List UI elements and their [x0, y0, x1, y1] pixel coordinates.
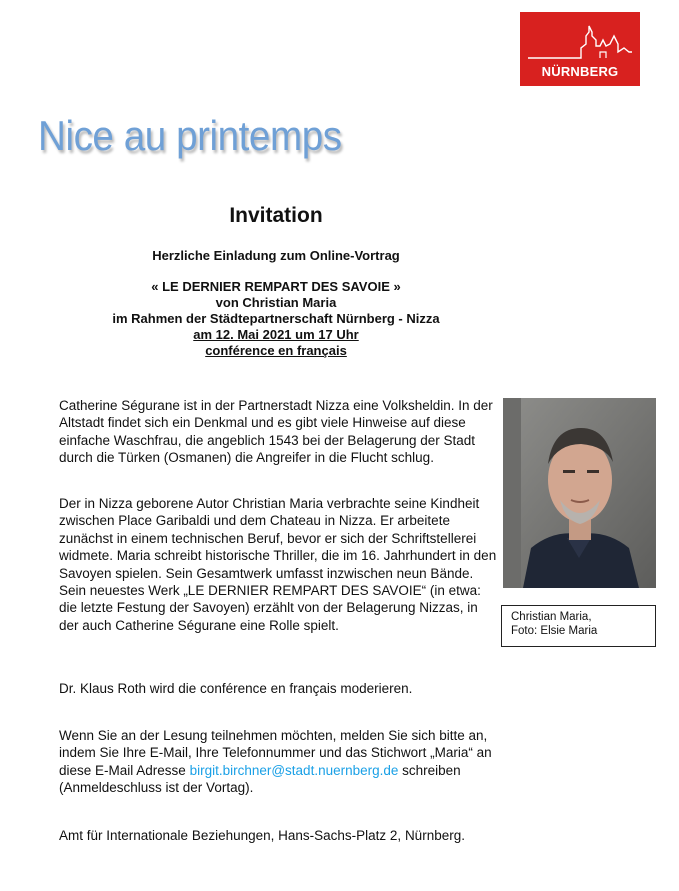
subtitle: Herzliche Einladung zum Online-Vortrag — [152, 248, 400, 263]
event-context: im Rahmen der Städtepartnerschaft Nürnberg - Nizza — [112, 311, 440, 326]
event-details — [0, 279, 552, 359]
headline: Nice au printemps — [38, 112, 342, 159]
skyline-icon — [526, 22, 634, 62]
event-author: von Christian Maria — [215, 295, 337, 310]
paragraph-segurane: Catherine Ségurane ist in der Partnerstadt Nizza eine Volksheldin. In der Altstadt findet sich ein Denkmal und es gibt viele Hinweise auf diese einfache Waschfrau, die angeblich 1543 bei der Belagerung der Stadt durch die Türken (Osmanen) die Angreifer in die Flucht schlug. — [59, 398, 493, 466]
caption-name: Christian Maria, — [511, 611, 592, 623]
invitation-title: Invitation — [229, 204, 323, 227]
event-language: conférence en français — [205, 343, 347, 358]
paragraph-author: Der in Nizza geborene Autor Christian Maria verbrachte seine Kindheit zwischen Place Garibaldi und dem Chateau in Nizza. Er arbeitete zunächst in einem technischen Beruf, bevor er sich der Schriftstellerei widmete. Maria schreibt historische Thriller, die im 16. Jahrhundert in den Savoyen spielen. Sein Gesamtwerk umfasst inzwischen neun Bände. Sein neuestes Werk „LE DERNIER REMPART DES SAVOIE“ (in etwa: die letzte Festung der Savoyen) erzählt von der Belagerung Nizzas, in der auch Catherine Ségurane eine Rolle spielt. — [59, 496, 497, 633]
email-link[interactable]: birgit.birchner@stadt.nuernberg.de — [189, 762, 399, 778]
logo-text: NÜRNBERG — [541, 64, 619, 79]
paragraph-registration — [59, 727, 499, 797]
nuernberg-logo — [520, 12, 640, 86]
portrait-illustration — [503, 398, 656, 588]
photo-caption — [501, 605, 656, 647]
paragraph-address: Amt für Internationale Beziehungen, Hans-Sachs-Platz 2, Nürnberg. — [59, 828, 465, 843]
registration-text: Wenn Sie an der Lesung teilnehmen möchten, melden Sie sich bitte an, indem Sie Ihre E-Mail, Ihre Telefonnummer und das Stichwort „Maria“ an diese E-Mail Adresse — [59, 728, 492, 778]
paragraph-moderator: Dr. Klaus Roth wird die conférence en français moderieren. — [59, 681, 413, 696]
author-photo — [503, 398, 656, 588]
event-title: « LE DERNIER REMPART DES SAVOIE » — [151, 279, 401, 294]
registration-text-end: schreiben (Anmeldeschluss ist der Vortag). — [59, 762, 461, 796]
caption-credit: Foto: Elsie Maria — [511, 625, 598, 637]
event-date: am 12. Mai 2021 um 17 Uhr — [193, 327, 359, 342]
